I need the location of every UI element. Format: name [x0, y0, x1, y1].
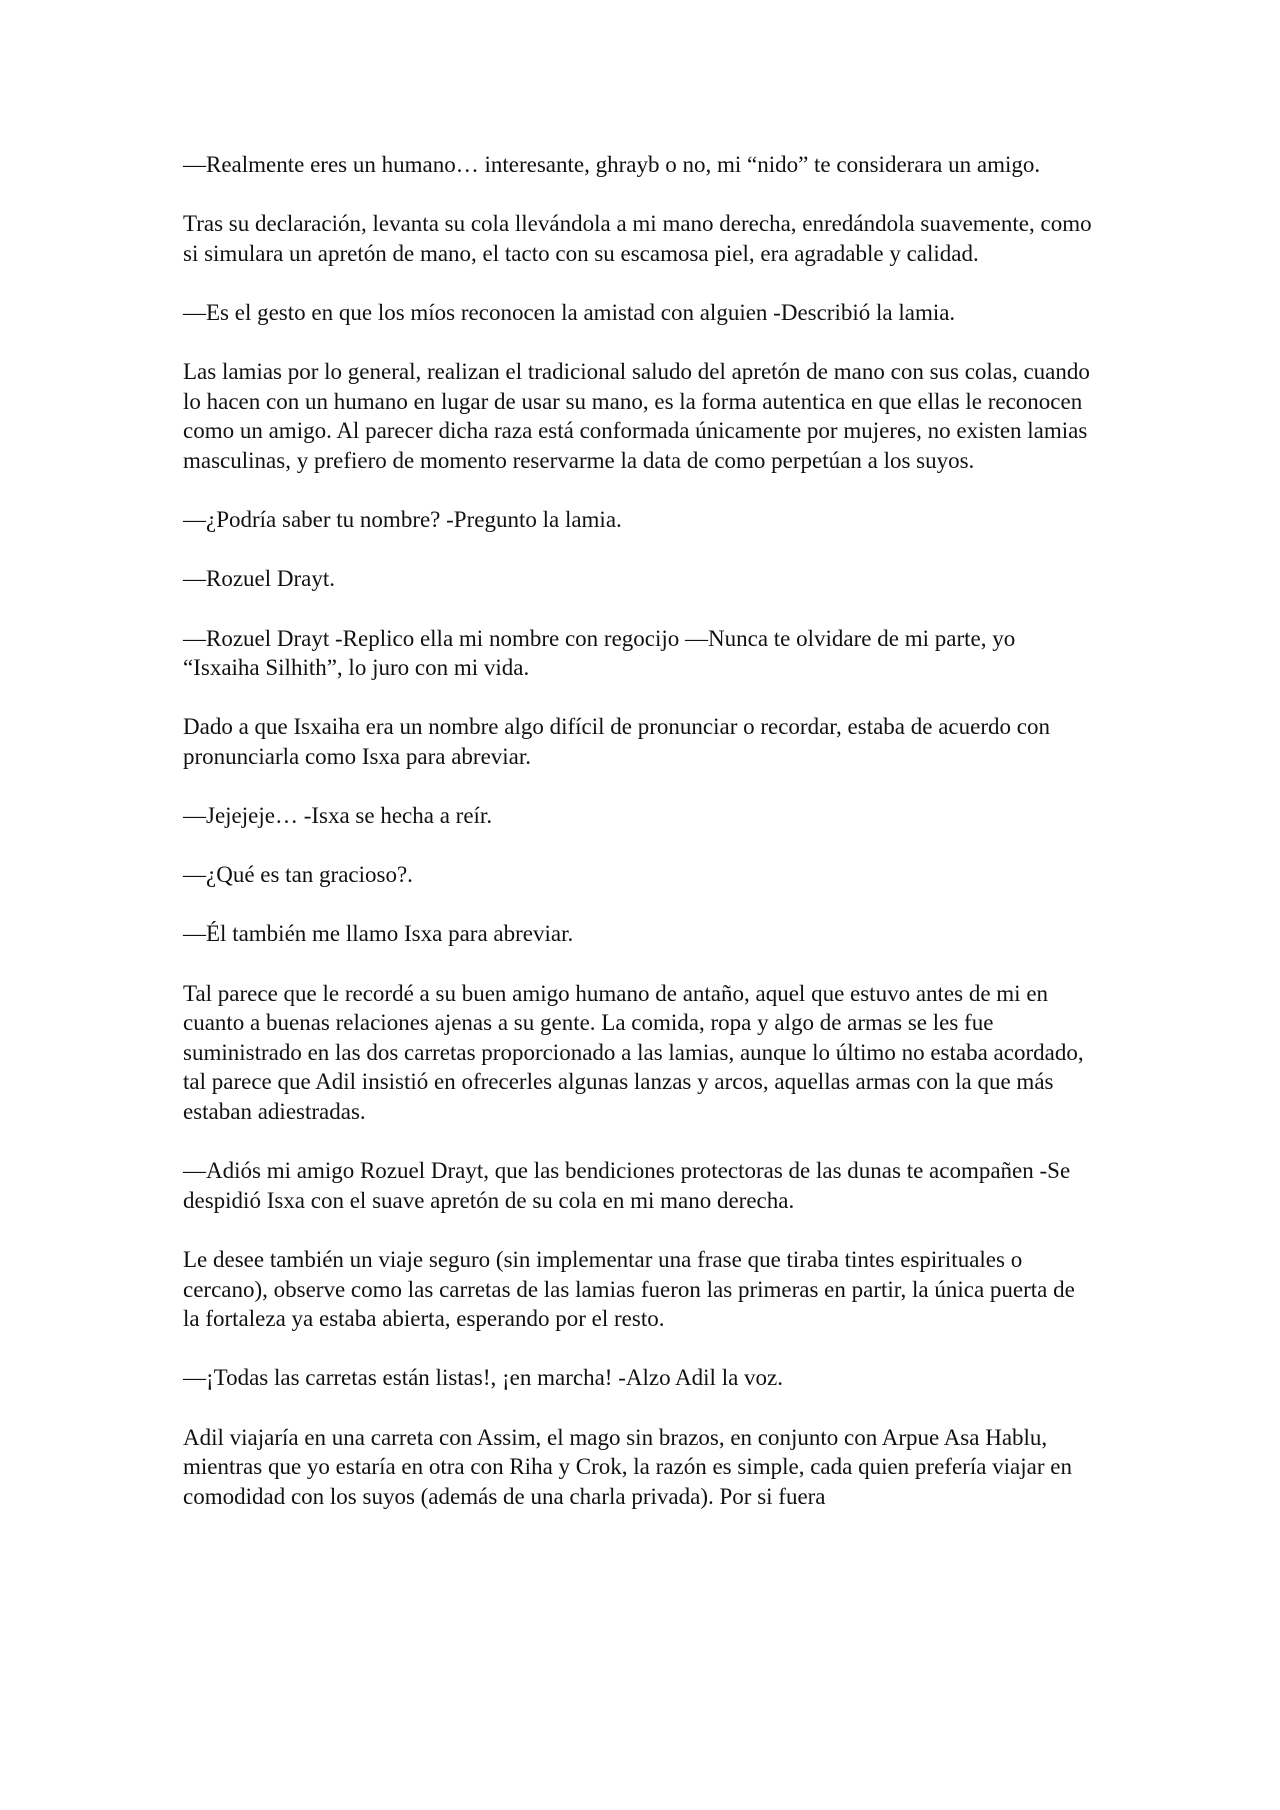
paragraph: —Es el gesto en que los míos reconocen la amistad con alguien -Describió la lamia.	[183, 299, 956, 325]
paragraph: —¡Todas las carretas están listas!, ¡en marcha! -Alzo Adil la voz.	[183, 1365, 783, 1391]
paragraph: —Adiós mi amigo Rozuel Drayt, que las bendiciones protectoras de las dunas te acompañen -Se despidió Isxa con el suave apretón de su cola en mi mano derecha.	[183, 1158, 1071, 1213]
paragraph: Dado a que Isxaiha era un nombre algo difícil de pronunciar o recordar, estaba de acuerdo con pronunciarla como Isxa para abreviar.	[183, 714, 1050, 769]
paragraph: —Rozuel Drayt -Replico ella mi nombre con regocijo —Nunca te olvidare de mi parte, yo “Isxaiha Silhith”, lo juro con mi vida.	[183, 625, 1016, 681]
paragraph: —¿Podría saber tu nombre? -Pregunto la lamia.	[183, 507, 622, 533]
paragraph: —Realmente eres un humano… interesante, ghrayb o no, mi “nido” te considerara un amigo.	[183, 152, 1041, 177]
paragraph: Tras su declaración, levanta su cola llevándola a mi mano derecha, enredándola suavemente, como si simulara un apretón de mano, el tacto con su escamosa piel, era agradable y calidad.	[183, 211, 1092, 266]
paragraph: —Jejejeje… -Isxa se hecha a reír.	[183, 803, 493, 829]
paragraph: Tal parece que le recordé a su buen amigo humano de antaño, aquel que estuvo antes de mi en cuanto a buenas relaciones ajenas a su gente. La comida, ropa y algo de armas se les fue suministrado en las dos carretas proporcionado a las lamias, aunque lo último no estaba acordado, tal parece que Adil insistió en ofrecerles algunas lanzas y arcos, aquellas armas con la que más estaban adiestradas.	[183, 980, 1084, 1124]
paragraph: Las lamias por lo general, realizan el tradicional saludo del apretón de mano con sus colas, cuando lo hacen con un humano en lugar de usar su mano, es la forma autentica en que ellas le reconocen como un amigo. Al parecer dicha raza está conformada únicamente por mujeres, no existen lamias masculinas, y prefiero de momento reservarme la data de como perpetúan a los suyos.	[183, 359, 1090, 473]
paragraph: Adil viajaría en una carreta con Assim, el mago sin brazos, en conjunto con Arpue Asa Hablu, mientras que yo estaría en otra con Riha y Crok, la razón es simple, cada quien prefería viajar en comodidad con los suyos (además de una charla privada). Por si fuera	[183, 1424, 1072, 1509]
paragraph: —Rozuel Drayt.	[183, 566, 336, 592]
document-page	[183, 150, 1095, 1541]
paragraph: Le desee también un viaje seguro (sin implementar una frase que tiraba tintes espirituales o cercano), observe como las carretas de las lamias fueron las primeras en partir, la única puerta de la fortaleza ya estaba abierta, esperando por el resto.	[183, 1246, 1075, 1332]
paragraph: —¿Qué es tan gracioso?.	[183, 862, 413, 888]
paragraph: —Él también me llamo Isxa para abreviar.	[183, 921, 574, 947]
